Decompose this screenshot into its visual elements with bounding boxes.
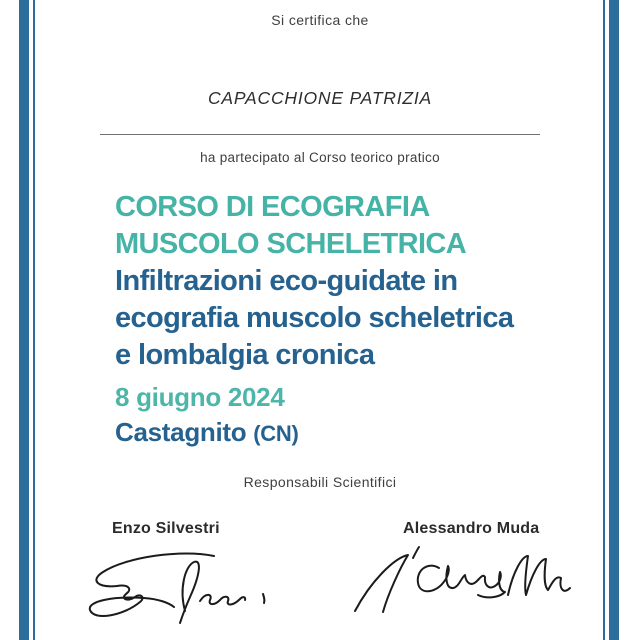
recipient-name: CAPACCHIONE PATRIZIA — [207, 88, 433, 108]
course-location-province: (CN) — [253, 421, 299, 446]
signer-name-enzo-silvestri: Enzo Silvestri — [112, 520, 220, 537]
course-location-city: Castagnito — [115, 417, 254, 447]
left-border-bar — [19, 0, 29, 640]
recipient-underline — [100, 134, 540, 135]
course-subtitle-line2: ecografia muscolo scheletrica — [115, 302, 514, 334]
participation-text: ha partecipato al Corso teorico pratico — [200, 150, 440, 165]
course-date: 8 giugno 2024 — [115, 382, 285, 412]
signer-name-alessandro-muda: Alessandro Muda — [403, 520, 540, 537]
signature-enzo-silvestri-drawing — [82, 547, 282, 633]
certify-intro-text: Si certifica che — [271, 12, 369, 28]
left-border-line — [33, 0, 35, 640]
signature-enzo-silvestri — [82, 547, 282, 638]
course-title-line2: MUSCOLO SCHELETRICA — [115, 228, 467, 260]
signature-alessandro-muda-drawing — [350, 545, 572, 623]
course-subtitle-line1: Infiltrazioni eco-guidate in — [115, 265, 458, 297]
scientific-heads-heading: Responsabili Scientifici — [243, 474, 397, 490]
right-border-bar — [609, 0, 619, 640]
course-location — [115, 417, 299, 448]
right-border-line — [603, 0, 605, 640]
course-subtitle-line3: e lombalgia cronica — [115, 339, 375, 371]
course-title-line1: CORSO DI ECOGRAFIA — [115, 191, 430, 223]
signature-alessandro-muda — [350, 545, 572, 628]
course-title-block — [115, 189, 513, 374]
